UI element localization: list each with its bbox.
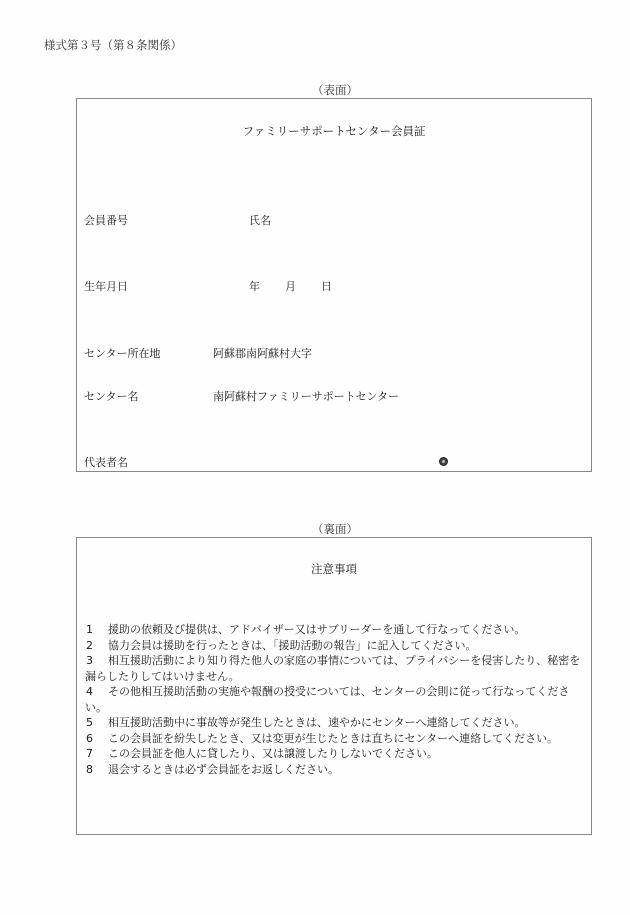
notes-list (85, 622, 583, 777)
center-address-value: 阿蘇郡南阿蘇村大字 (213, 347, 312, 360)
front-side-label: （表面） (312, 83, 358, 97)
back-side-label: （裏面） (312, 522, 358, 536)
center-name-value: 南阿蘇村ファミリーサポートセンター (213, 390, 400, 403)
note-item: 2 協力会員は援助を行ったときは、「援助活動の報告」に記入してください。 (86, 638, 477, 652)
center-address-label: センター所在地 (84, 347, 161, 360)
representative-label: 代表者名 (84, 456, 128, 469)
membership-card-front (76, 98, 592, 472)
name-label: 氏名 (249, 214, 271, 227)
center-name-label: センター名 (84, 390, 139, 403)
note-item: 4 その他相互援助活動の実施や報酬の授受については、センターの会則に従って行なってください。 (85, 685, 570, 714)
seal-icon (439, 457, 448, 466)
form-reference: 様式第３号（第８条関係） (44, 38, 182, 52)
note-item: 6 この会員証を紛失したとき、又は変更が生じたときは直ちにセンターへ連絡してください。 (86, 731, 559, 745)
notes-title: 注意事項 (311, 562, 357, 576)
note-item: 7 この会員証を他人に貸したり、又は譲渡したりしないでください。 (86, 747, 438, 760)
note-item: 5 相互援助活動中に事故等が発生したときは、速やかにセンターへ連絡してください。 (86, 716, 526, 729)
member-number-label: 会員番号 (84, 214, 128, 227)
membership-card-back (76, 537, 592, 835)
day-label: 日 (321, 280, 332, 293)
birthdate-label: 生年月日 (84, 280, 128, 293)
note-item: 8 退会するときは必ず会員証をお返しください。 (86, 762, 339, 776)
note-item: 3 相互援助活動により知り得た他人の家庭の事情については、プライバシーを侵害したり、秘密を漏らしたりしてはいけません。 (85, 654, 581, 683)
year-label: 年 (249, 280, 260, 293)
note-item: 1 援助の依頼及び提供は、アドバイザー又はサブリーダーを通して行なってください。 (86, 623, 526, 636)
card-title: ファミリーサポートセンター会員証 (242, 124, 426, 138)
month-label: 月 (285, 280, 296, 293)
